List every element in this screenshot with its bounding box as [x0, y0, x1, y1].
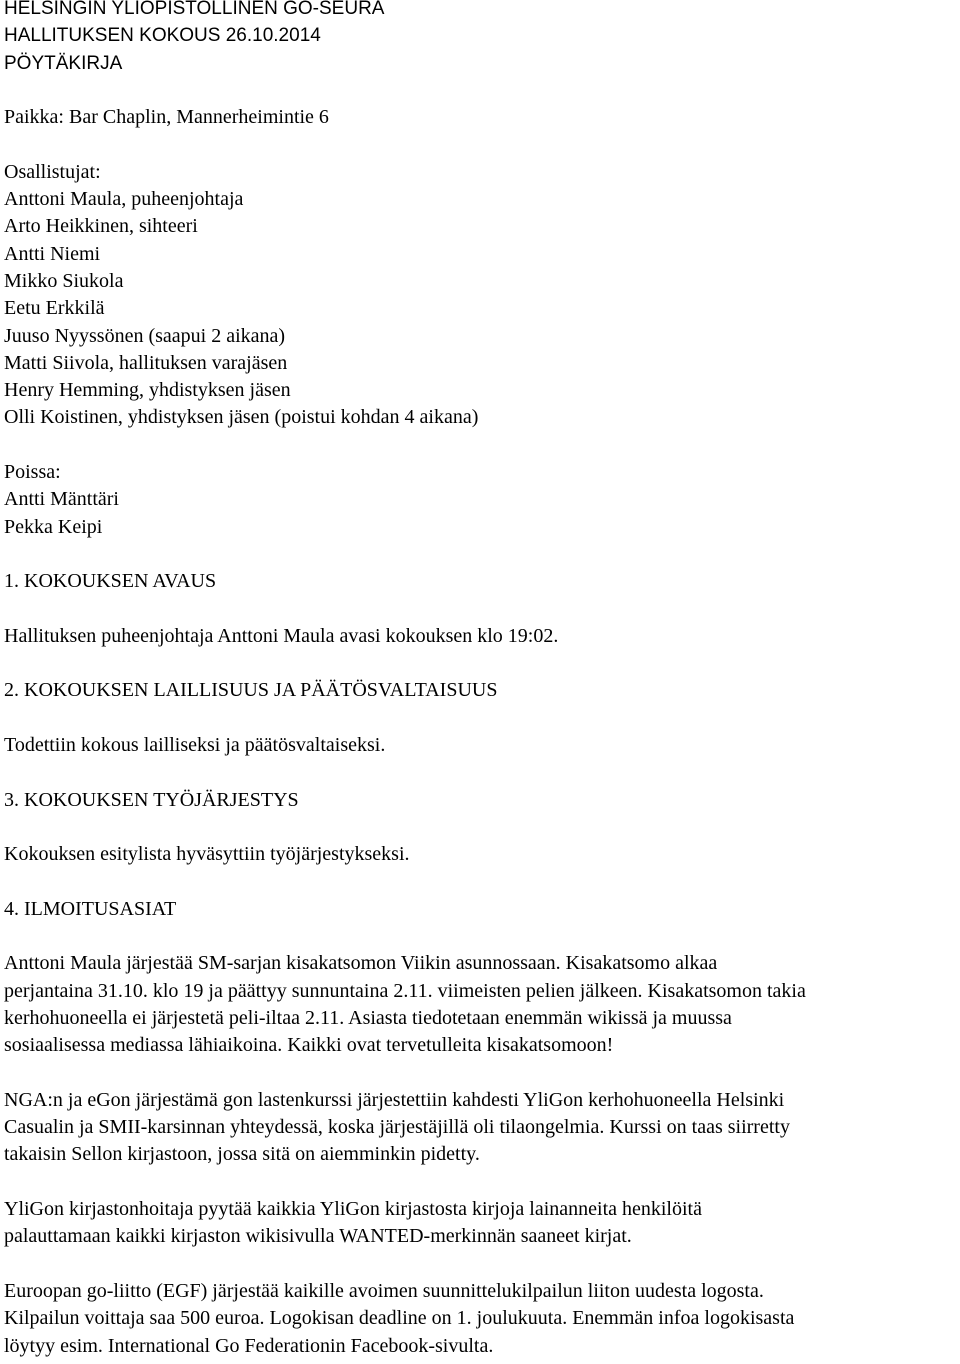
section-text: Kokouksen esitylista hyväsyttiin työjärjestykseksi. [4, 843, 410, 866]
section-text: Euroopan go-liitto (EGF) järjestää kaikille avoimen suunnittelukilpailun liiton uudesta logosta. [4, 1279, 764, 1302]
section-heading: 2. KOKOUKSEN LAILLISUUS JA PÄÄTÖSVALTAISUUS [4, 679, 498, 702]
document-type: PÖYTÄKIRJA [4, 52, 123, 74]
section-heading: 3. KOKOUKSEN TYÖJÄRJESTYS [4, 788, 299, 811]
meeting-location: Paikka: Bar Chaplin, Mannerheimintie 6 [4, 106, 329, 129]
section-text: palauttamaan kaikki kirjaston wikisivulla WANTED-merkinnän saaneet kirjat. [4, 1225, 632, 1248]
absent-member: Antti Mänttäri [4, 488, 119, 511]
organization-name: HELSINGIN YLIOPISTOLLINEN GO-SEURA [4, 0, 385, 19]
section-text: NGA:n ja eGon järjestämä gon lastenkurssi järjestettiin kahdesti YliGon kerhohuoneella Helsinki [4, 1088, 785, 1111]
section-text: YliGon kirjastonhoitaja pyytää kaikkia YliGon kirjastosta kirjoja lainanneita henkilöitä [4, 1198, 702, 1221]
section-text: Casualin ja SMII-karsinnan yhteydessä, koska järjestäjillä oli tilaongelmia. Kurssi on taas siirretty [4, 1116, 790, 1139]
attendee: Anttoni Maula, puheenjohtaja [4, 188, 244, 211]
attendee: Matti Siivola, hallituksen varajäsen [4, 351, 288, 374]
absent-member: Pekka Keipi [4, 515, 103, 538]
section-text: Todettiin kokous lailliseksi ja päätösvaltaiseksi. [4, 734, 386, 757]
absent-heading: Poissa: [4, 461, 61, 484]
section-heading: 4. ILMOITUSASIAT [4, 897, 177, 920]
section-text: perjantaina 31.10. klo 19 ja päättyy sunnuntaina 2.11. viimeisten pelien jälkeen. Kisakatsomon takia [4, 979, 806, 1002]
section-text: sosiaalisessa mediassa lähiaikoina. Kaikki ovat tervetulleita kisakatsomoon! [4, 1034, 614, 1057]
section-text: löytyy esim. International Go Federationin Facebook-sivulta. [4, 1334, 494, 1357]
section-text: kerhohuoneella ei järjestetä peli-iltaa 2.11. Asiasta tiedotetaan enemmän wikissä ja muussa [4, 1006, 732, 1029]
section-text: takaisin Sellon kirjastoon, jossa sitä on aiemminkin pidetty. [4, 1143, 480, 1166]
section-text: Hallituksen puheenjohtaja Anttoni Maula avasi kokouksen klo 19:02. [4, 624, 559, 647]
section-text: Kilpailun voittaja saa 500 euroa. Logokisan deadline on 1. joulukuuta. Enemmän infoa logokisasta [4, 1307, 795, 1330]
section-heading: 1. KOKOUKSEN AVAUS [4, 570, 217, 593]
attendee: Antti Niemi [4, 242, 101, 265]
attendee: Eetu Erkkilä [4, 297, 105, 320]
document-page [4, 0, 954, 1360]
attendee: Mikko Siukola [4, 269, 124, 292]
meeting-title: HALLITUKSEN KOKOUS 26.10.2014 [4, 25, 321, 47]
attendee: Henry Hemming, yhdistyksen jäsen [4, 379, 291, 402]
attendee: Juuso Nyyssönen (saapui 2 aikana) [4, 324, 286, 347]
attendee: Olli Koistinen, yhdistyksen jäsen (poistui kohdan 4 aikana) [4, 406, 479, 429]
section-text: Anttoni Maula järjestää SM-sarjan kisakatsomon Viikin asunnossaan. Kisakatsomo alkaa [4, 952, 718, 975]
attendees-heading: Osallistujat: [4, 160, 101, 183]
attendee: Arto Heikkinen, sihteeri [4, 215, 198, 238]
